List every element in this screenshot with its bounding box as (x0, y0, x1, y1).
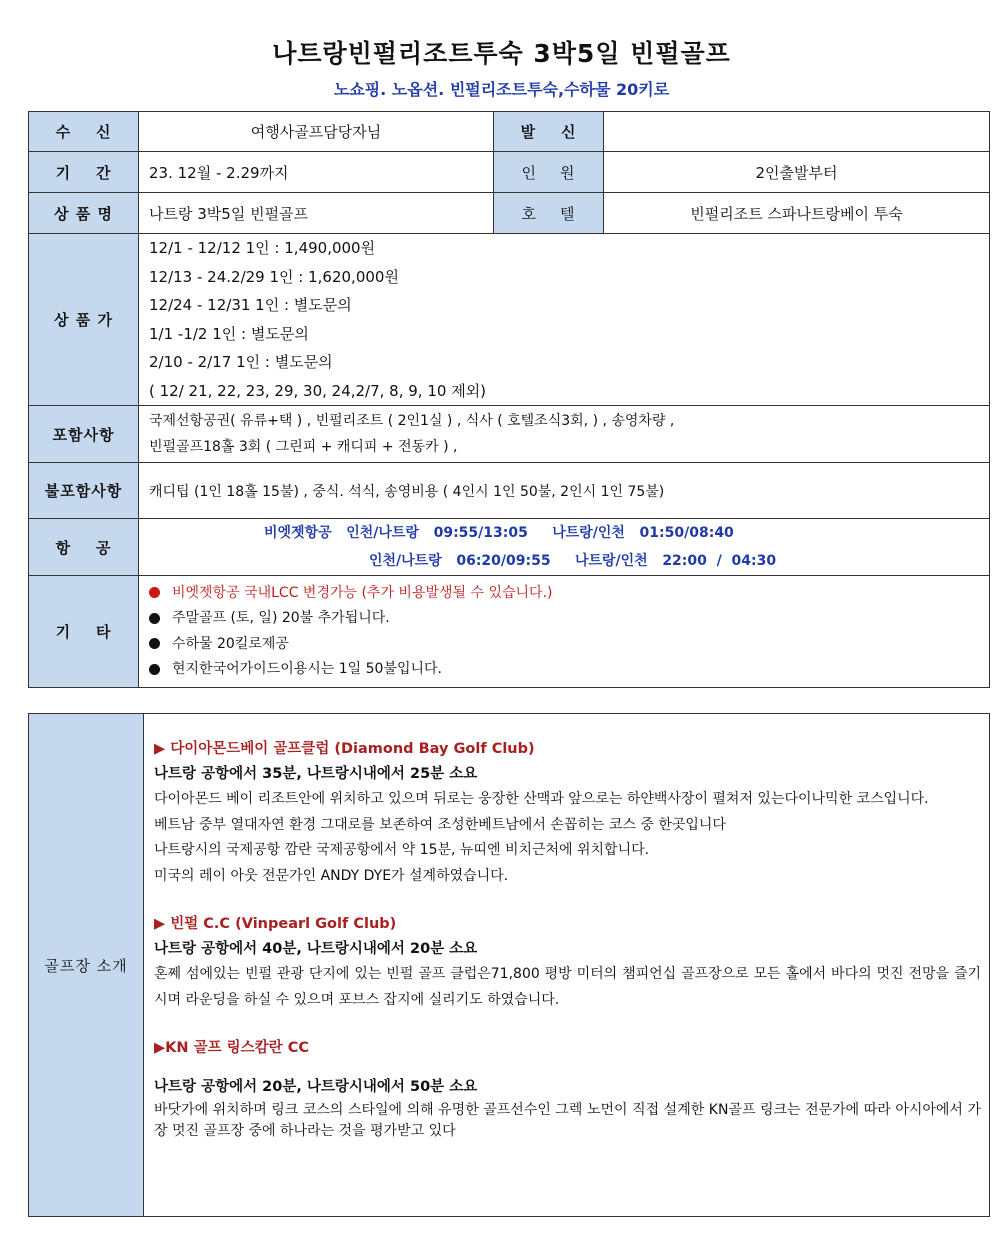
bullet-icon (149, 613, 160, 624)
etc-label: 기 타 (29, 576, 139, 688)
course-desc: 베트남 중부 열대자연 환경 그대로를 보존하여 조성한베트남에서 손꼽히는 코스 중 한곳입니다 (154, 816, 726, 833)
bullet-icon (149, 638, 160, 649)
included-label: 포함사항 (29, 406, 139, 463)
etc-item-text: 비엣젯항공 국내LCC 변경가능 (추가 비용발생될 수 있습니다.) (172, 584, 553, 601)
from-value (604, 112, 990, 152)
air-schedule (139, 519, 990, 576)
course-travel-time: 나트랑 공항에서 40분, 나트랑시내에서 20분 소요 (154, 941, 478, 957)
price-line: 12/1 - 12/12 1인 : 1,490,000원 (149, 239, 376, 257)
course-desc: 나트랑시의 국제공항 깜란 국제공항에서 약 15분, 뉴띠엔 비치근처에 위치합니다. (154, 842, 650, 858)
etc-item-text: 주말골프 (토, 일) 20불 추가됩니다. (172, 610, 390, 626)
etc-item-text: 현지한국어가이드이용시는 1일 50불입니다. (172, 661, 442, 677)
price-list (139, 234, 990, 406)
etc-item (149, 606, 989, 632)
tour-info-table (28, 111, 990, 688)
included-list (139, 406, 990, 463)
to-label: 수 신 (29, 112, 139, 152)
air-line-2: 인천/나트랑 06:20/09:55 나트랑/인천 22:00 / 04:30 (369, 553, 777, 569)
page-subtitle: 노쇼핑. 노옵션. 빈펄리조트투숙,수하물 20키로 (333, 80, 670, 99)
excluded-value: 캐디팁 (1인 18홀 15불) , 중식. 석식, 송영비용 ( 4인시 1인 50불, 2인시 1인 75불) (139, 463, 990, 519)
golf-label: 골프장 소개 (29, 714, 144, 1217)
price-line: 1/1 -1/2 1인 : 별도문의 (149, 324, 309, 343)
etc-item-text: 수하물 20킬로제공 (172, 635, 289, 652)
price-line: 12/13 - 24.2/29 1인 : 1,620,000원 (149, 267, 399, 286)
product-value: 나트랑 3박5일 빈펄골프 (139, 193, 494, 234)
course-title: ▶ 다이아몬드베이 골프클럽 (Diamond Bay Golf Club) (154, 741, 535, 757)
price-line: ( 12/ 21, 22, 23, 29, 30, 24,2/7, 8, 9, 10 제외) (149, 381, 487, 400)
price-line: 12/24 - 12/31 1인 : 별도문의 (149, 296, 352, 314)
people-label: 인 원 (494, 152, 604, 193)
from-label: 발 신 (494, 112, 604, 152)
course-travel-time: 나트랑 공항에서 20분, 나트랑시내에서 50분 소요 (154, 1079, 478, 1095)
air-line-1: 비엣젯항공 인천/나트랑 09:55/13:05 나트랑/인천 01:50/08:40 (264, 525, 734, 541)
people-value: 2인출발부터 (604, 152, 990, 193)
to-value: 여행사골프담당자님 (139, 112, 494, 152)
etc-item (149, 657, 989, 683)
price-label: 상 품 가 (29, 234, 139, 406)
air-label: 항 공 (29, 519, 139, 576)
course-title: ▶KN 골프 링스캄란 CC (154, 1040, 309, 1056)
course-title: ▶ 빈펄 C.C (Vinpearl Golf Club) (154, 916, 397, 932)
excluded-label: 불포함사항 (29, 463, 139, 519)
included-line: 빈펄골프18홀 3회 ( 그린피 + 캐디피 + 전동카 ) , (149, 439, 458, 455)
course-desc: 다이아몬드 베이 리조트안에 위치하고 있으며 뒤로는 웅장한 산맥과 앞으로는 하얀백사장이 펼쳐저 있는다이나믹한 코스입니다. (154, 791, 929, 807)
hotel-value: 빈펄리조트 스파나트랑베이 투숙 (604, 193, 990, 234)
product-label: 상 품 명 (29, 193, 139, 234)
included-line: 국제선항공권( 유류+택 ) , 빈펄리조트 ( 2인1실 ) , 식사 ( 호텔조식3회, ) , 송영차량 , (149, 413, 675, 429)
course-desc: 미국의 레이 아웃 전문가인 ANDY DYE가 설계하였습니다. (154, 867, 509, 884)
bullet-icon (149, 664, 160, 675)
course-travel-time: 나트랑 공항에서 35분, 나트랑시내에서 25분 소요 (154, 766, 478, 782)
etc-item (149, 581, 989, 607)
period-value: 23. 12월 - 2.29까지 (139, 152, 494, 193)
hotel-label: 호 텔 (494, 193, 604, 234)
course-desc: 혼쩨 섬에있는 빈펄 관광 단지에 있는 빈펄 골프 클럽은71,800 평방 미터의 챔피언십 골프장으로 모든 홀에서 바다의 멋진 전망을 즐기시며 라운딩을 하실 수 있으며 포브스 잡지에 실리기도 하였습니다. (154, 966, 981, 1008)
golf-course-table (28, 713, 990, 1217)
period-label: 기 간 (29, 152, 139, 193)
etc-item (149, 632, 989, 658)
etc-list (139, 576, 990, 688)
red-bullet-icon (149, 587, 160, 598)
page-title: 나트랑빈펄리조트투숙 3박5일 빈펄골프 (272, 39, 731, 68)
course-desc: 바닷가에 위치하며 링크 코스의 스타일에 의해 유명한 골프선수인 그렉 노먼이 직접 설계한 KN골프 링크는 전문가에 따라 아시아에서 가장 멋진 골프장 중에 하나라는 것을 평가받고 있다 (154, 1102, 981, 1139)
golf-course-list (144, 714, 990, 1217)
price-line: 2/10 - 2/17 1인 : 별도문의 (149, 353, 333, 371)
